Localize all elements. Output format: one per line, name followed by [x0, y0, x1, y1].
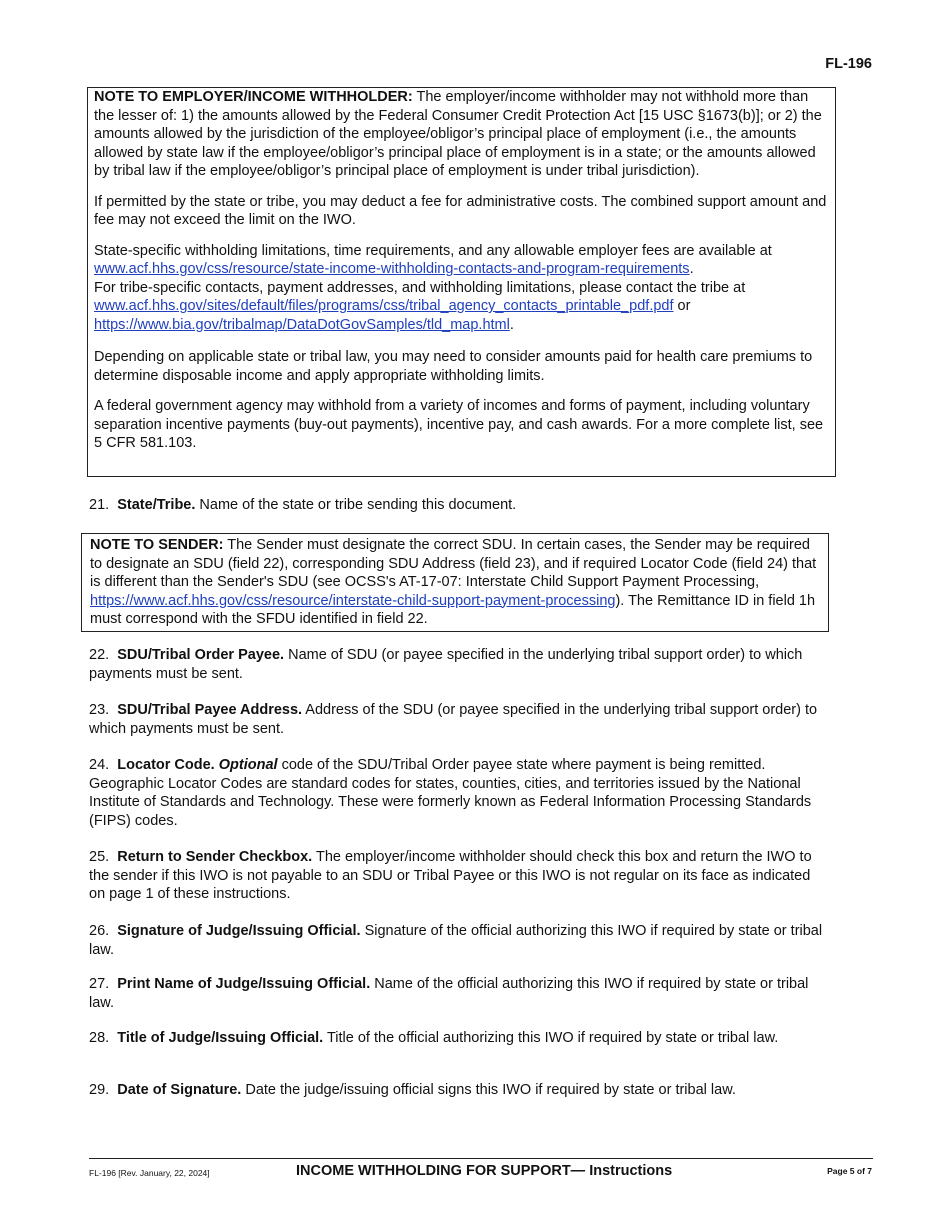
item-21 — [89, 496, 824, 515]
item-text: Name of the official authorizing this IWO if required by state or tribal law. — [89, 976, 809, 1011]
item-label: Return to Sender Checkbox. — [117, 849, 313, 865]
item-label: Title of Judge/Issuing Official. — [117, 1030, 324, 1046]
item-number: 22. — [89, 647, 110, 663]
item-number: 29. — [89, 1082, 110, 1098]
tribal-map-link[interactable]: https://www.bia.gov/tribalmap/DataDotGovSamples/tld_map.html — [94, 316, 510, 333]
item-text: Name of SDU (or payee specified in the underlying tribal support order) to which payments must be sent. — [89, 647, 803, 682]
item-22 — [89, 646, 824, 683]
note-employer-paragraph-1 — [94, 88, 832, 181]
item-label: State/Tribe. — [117, 497, 196, 513]
item-text: Name of the state or tribe sending this document. — [195, 497, 517, 513]
note-sender-text-1: The Sender must designate the correct SDU. In certain cases, the Sender may be required to designate an SDU (field 22), corresponding SDU Address (field 23), and if required Locator Code (field 24) that is different than the Sender's SDU (see OCSS's AT-17-07: Interstate Child Support Payment Processing, — [90, 537, 817, 590]
note-employer-paragraph-5: A federal government agency may withhold from a variety of incomes and forms of payment, including voluntary separation incentive payments (buy-out payments), incentive pay, and cash awards. For a more complete list, see 5 CFR 581.103. — [94, 398, 824, 451]
item-text: Title of the official authorizing this IWO if required by state or tribal law. — [323, 1030, 779, 1046]
item-number: 27. — [89, 976, 110, 992]
item-text: code of the SDU/Tribal Order payee state where payment is being remitted. Geographic Locator Codes are standard codes for states, counties, cities, and territories issued by the National Institute of Standards and Technology. These were formerly known as Federal Information Processing Standards (FIPS) codes. — [89, 757, 812, 829]
item-label: SDU/Tribal Payee Address. — [117, 702, 303, 718]
period: . — [509, 316, 514, 333]
item-label: Locator Code. — [117, 757, 215, 773]
note-employer-paragraph-4: Depending on applicable state or tribal law, you may need to consider amounts paid for health care premiums to determine disposable income and apply appropriate withholding limits. — [94, 349, 813, 384]
item-number: 26. — [89, 923, 110, 939]
state-limitations-text: State-specific withholding limitations, time requirements, and any allowable employer fees are available at — [94, 242, 772, 259]
note-to-employer-box — [87, 87, 836, 477]
note-sender-paragraph — [90, 536, 824, 629]
item-number: 24. — [89, 757, 110, 773]
item-label: Signature of Judge/Issuing Official. — [117, 923, 361, 939]
state-withholding-link[interactable]: www.acf.hhs.gov/css/resource/state-income-withholding-contacts-and-program-requirements — [94, 261, 690, 277]
note-employer-heading: NOTE TO EMPLOYER/INCOME WITHHOLDER: — [94, 89, 413, 105]
item-label: SDU/Tribal Order Payee. — [117, 647, 285, 663]
period: . — [689, 261, 694, 277]
item-text: Signature of the official authorizing this IWO if required by state or tribal law. — [89, 923, 823, 958]
note-sender-heading: NOTE TO SENDER: — [90, 537, 224, 553]
page-number: Page 5 of 7 — [827, 1166, 872, 1176]
item-25 — [89, 848, 824, 904]
item-number: 21. — [89, 497, 110, 513]
item-label: Date of Signature. — [117, 1082, 242, 1098]
item-24 — [89, 756, 827, 830]
item-label: Print Name of Judge/Issuing Official. — [117, 976, 371, 992]
note-employer-paragraph-2: If permitted by the state or tribe, you may deduct a fee for administrative costs. The combined support amount and fee may not exceed the limit on the IWO. — [94, 193, 827, 228]
item-27 — [89, 975, 824, 1012]
tribal-contacts-link[interactable]: www.acf.hhs.gov/sites/default/files/programs/css/tribal_agency_contacts_printable_pdf.pdf — [94, 298, 674, 314]
item-text: The employer/income withholder should check this box and return the IWO to the sender if this IWO is not payable to an SDU or Tribal Payee or this IWO is not regular on its face as indicated on page 1 of these instructions. — [89, 849, 812, 902]
item-26 — [89, 922, 824, 959]
item-text: Address of the SDU (or payee specified in the underlying tribal support order) to which payments must be sent. — [89, 702, 818, 737]
item-29 — [89, 1081, 824, 1100]
note-employer-text-1: The employer/income withholder may not withhold more than the lesser of: 1) the amounts allowed by the Federal Consumer Credit Protection Act [15 USC §1673(b)]; or 2) the amounts allowed by the jurisdiction of the employee/obligor’s principal place of employment (i.e., the amounts allowed by state law if the employee/obligor’s principal place of employment is in a state; or the amounts allowed by tribal law if the employee/obligor’s principal place of employment is under tribal jurisdiction). — [94, 89, 822, 179]
interstate-processing-link[interactable]: https://www.acf.hhs.gov/css/resource/interstate-child-support-payment-processing — [90, 592, 616, 609]
tribe-contacts-text: For tribe-specific contacts, payment addresses, and withholding limitations, please contact the tribe at — [94, 279, 746, 296]
or-text: or — [673, 298, 691, 314]
item-28 — [89, 1029, 824, 1048]
note-employer-paragraph-3 — [94, 242, 832, 335]
item-number: 25. — [89, 849, 110, 865]
optional-label: Optional — [218, 757, 278, 773]
footer-divider — [89, 1158, 873, 1159]
item-number: 28. — [89, 1030, 110, 1046]
footer-title: INCOME WITHHOLDING FOR SUPPORT— Instructions — [296, 1163, 673, 1179]
form-id: FL-196 — [825, 56, 872, 72]
footer-revision: FL-196 [Rev. January, 22, 2024] — [89, 1168, 210, 1178]
note-to-sender-box — [81, 533, 829, 632]
item-number: 23. — [89, 702, 110, 718]
item-text: Date the judge/issuing official signs this IWO if required by state or tribal law. — [241, 1082, 736, 1098]
item-23 — [89, 701, 824, 738]
note-sender-text-2: ). The Remittance ID in field 1h must correspond with the SFDU identified in field 22. — [90, 592, 816, 627]
